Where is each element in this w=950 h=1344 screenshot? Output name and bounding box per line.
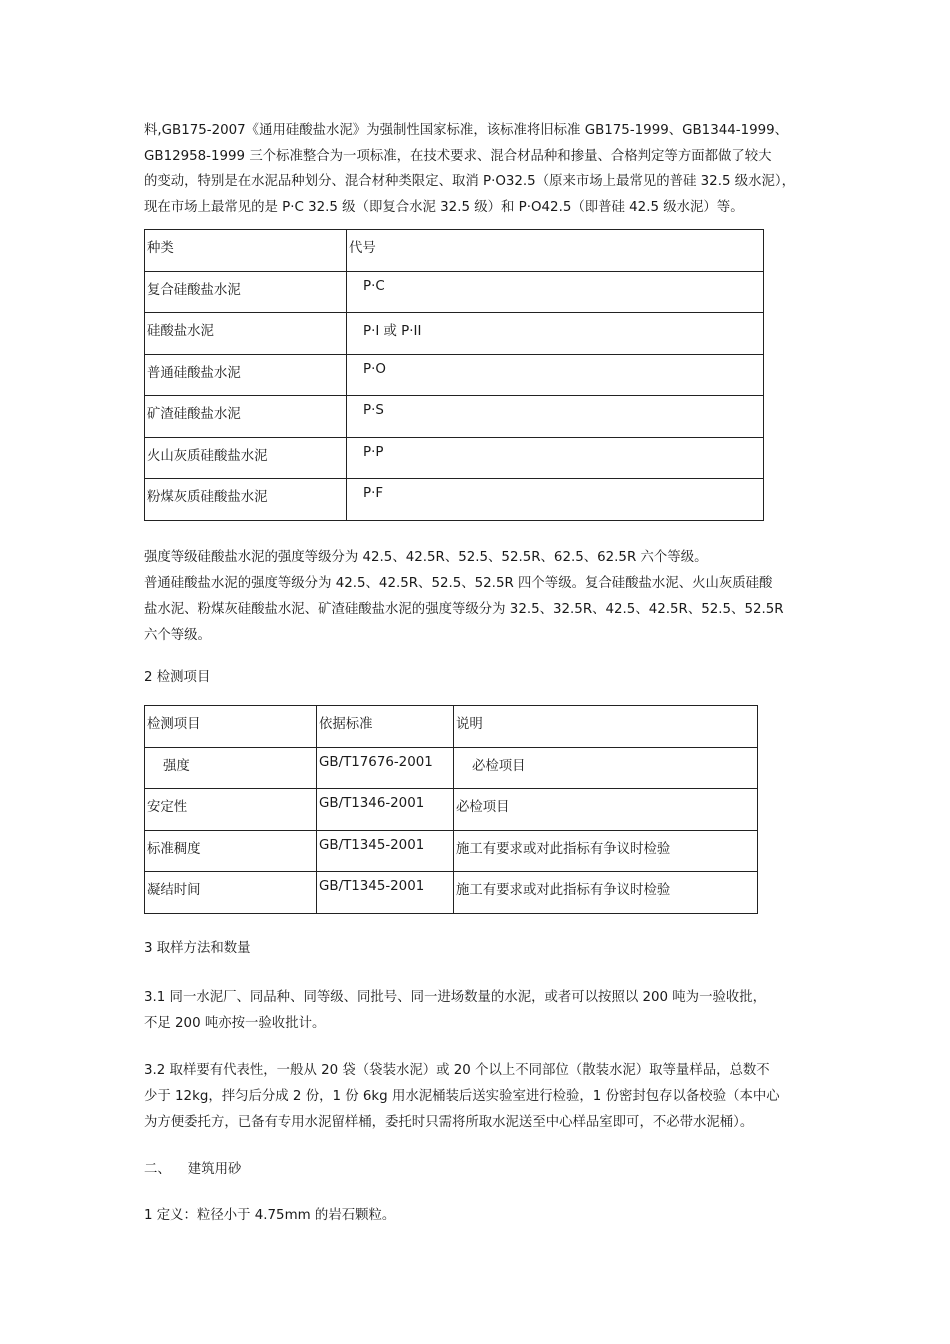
- table-row: [145, 479, 764, 521]
- intro-line: 料,GB175-2007《通用硅酸盐水泥》为强制性国家标准，该标准将旧标准 GB175-1999、GB1344-1999、: [144, 123, 789, 138]
- strength-line: 强度等级硅酸盐水泥的强度等级分为 42.5、42.5R、52.5、52.5R、62.5、62.5R 六个等级。: [144, 550, 708, 565]
- cement-types-table: [144, 229, 764, 521]
- intro-line: GB12958-1999 三个标准整合为一项标准，在技术要求、混合材品种和掺量、合格判定等方面都做了较大: [144, 148, 772, 164]
- type-cell: 矿渣硅酸盐水泥: [145, 396, 347, 438]
- paragraph-line: 为方便委托方，已备有专用水泥留样桶，委托时只需将所取水泥送至中心样品室即可，不必带水泥桶）。: [144, 1115, 754, 1130]
- intro-line: 现在市场上最常见的是 P·C 32.5 级（即复合水泥 32.5 级）和 P·O42.5（即普硅 42.5 级水泥）等。: [144, 199, 744, 215]
- strength-line: 普通硅酸盐水泥的强度等级分为 42.5、42.5R、52.5、52.5R 四个等级。复合硅酸盐水泥、火山灰质硅酸: [144, 576, 773, 591]
- section-heading: 二、 建筑用砂: [144, 1162, 242, 1177]
- table-row: [145, 872, 758, 914]
- item-cell: 强度: [145, 747, 317, 789]
- intro-paragraph: [144, 118, 812, 220]
- table-row: [145, 830, 758, 872]
- header-cell: 种类: [145, 230, 347, 272]
- code-cell: P·S: [347, 396, 764, 438]
- header-cell: 依据标准: [317, 706, 454, 748]
- standard-cell: GB/T1345-2001: [317, 872, 454, 914]
- code-cell: P·C: [347, 271, 764, 313]
- paragraph-line: 3.2 取样要有代表性，一般从 20 袋（袋装水泥）或 20 个以上不同部位（散装水泥）取等量样品，总数不: [144, 1063, 770, 1078]
- item-cell: 安定性: [145, 789, 317, 831]
- header-cell: 代号: [347, 230, 764, 272]
- code-cell: P·F: [347, 479, 764, 521]
- paragraph-line: 少于 12kg，拌匀后分成 2 份，1 份 6kg 用水泥桶装后送实验室进行检验，1 份密封包存以备校验（本中心: [144, 1089, 780, 1104]
- table-row: [145, 354, 764, 396]
- table-row: [145, 396, 764, 438]
- paragraph-line: 不足 200 吨亦按一验收批计。: [144, 1016, 326, 1031]
- header-cell: 说明: [454, 706, 758, 748]
- table-header-row: [145, 706, 758, 748]
- intro-line: 的变动，特别是在水泥品种划分、混合材种类限定、取消 P·O32.5（原来市场上最常见的普硅 32.5 级水泥），: [144, 174, 795, 189]
- sampling-3-1-paragraph: [144, 985, 812, 1037]
- standard-cell: GB/T1346-2001: [317, 789, 454, 831]
- type-cell: 火山灰质硅酸盐水泥: [145, 437, 347, 479]
- definition-paragraph: 1 定义：粒径小于 4.75mm 的岩石颗粒。: [144, 1208, 396, 1223]
- table-row: [145, 747, 758, 789]
- table-row: [145, 271, 764, 313]
- type-cell: 粉煤灰质硅酸盐水泥: [145, 479, 347, 521]
- note-cell: 必检项目: [454, 789, 758, 831]
- strength-line: 盐水泥、粉煤灰硅酸盐水泥、矿渣硅酸盐水泥的强度等级分为 32.5、32.5R、42.5、42.5R、52.5、52.5R: [144, 602, 784, 617]
- header-cell: 检测项目: [145, 706, 317, 748]
- table-row: [145, 789, 758, 831]
- table-header-row: [145, 230, 764, 272]
- type-cell: 硅酸盐水泥: [145, 313, 347, 355]
- type-cell: 复合硅酸盐水泥: [145, 271, 347, 313]
- note-cell: 必检项目: [454, 747, 758, 789]
- table-row: [145, 313, 764, 355]
- note-cell: 施工有要求或对此指标有争议时检验: [454, 830, 758, 872]
- strength-line: 六个等级。: [144, 628, 211, 643]
- standard-cell: GB/T1345-2001: [317, 830, 454, 872]
- standard-cell: GB/T17676-2001: [317, 747, 454, 789]
- code-cell: P·P: [347, 437, 764, 479]
- item-cell: 标准稠度: [145, 830, 317, 872]
- type-cell: 普通硅酸盐水泥: [145, 354, 347, 396]
- code-cell: P·O: [347, 354, 764, 396]
- table-row: [145, 437, 764, 479]
- code-cell: P·I 或 P·II: [347, 313, 764, 355]
- test-items-table: [144, 705, 758, 914]
- item-cell: 凝结时间: [145, 872, 317, 914]
- section-heading: 2 检测项目: [144, 670, 211, 685]
- strength-grades-paragraph: [144, 545, 812, 649]
- section-heading: 3 取样方法和数量: [144, 941, 251, 956]
- sampling-3-2-paragraph: [144, 1058, 812, 1136]
- note-cell: 施工有要求或对此指标有争议时检验: [454, 872, 758, 914]
- paragraph-line: 3.1 同一水泥厂、同品种、同等级、同批号、同一进场数量的水泥，或者可以按照以 200 吨为一验收批，: [144, 990, 767, 1005]
